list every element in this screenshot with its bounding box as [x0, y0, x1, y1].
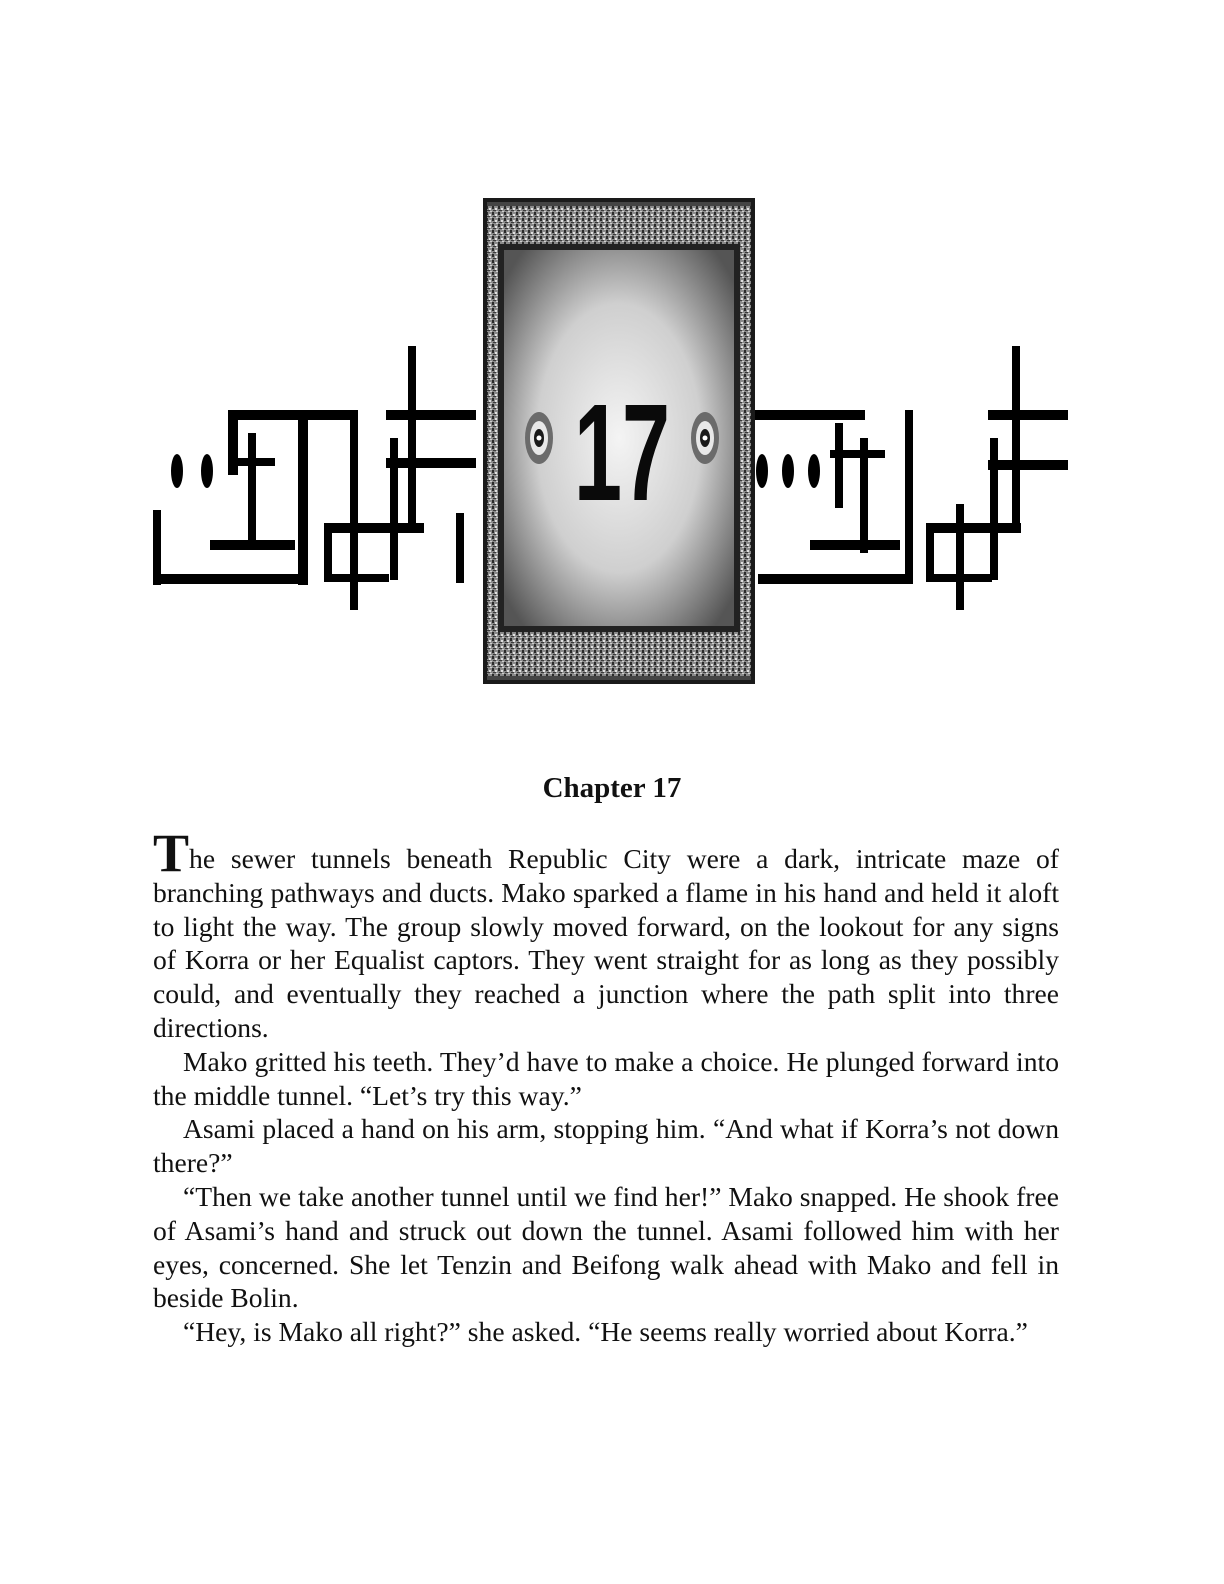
chapter-ornament: [150, 188, 1074, 688]
paragraph-text: he sewer tunnels beneath Republic City were a dark, intricate maze of branching pathways and ducts. Mako sparked a flame in his hand and held it aloft to light the way. The group slowly moved forward, on the lookout for any signs of Korra or her Equalist captors. They went straight for as long as they possibly could, and eventually they reached a junction where the path split into three directions.: [153, 843, 1059, 1043]
paragraph: [153, 823, 1059, 1045]
left-medallion-icon: [525, 412, 553, 464]
right-meander-pattern: [750, 346, 1068, 610]
right-medallion-icon: [691, 412, 719, 464]
chapter-number-badge: 17: [573, 376, 671, 530]
paragraph: “Then we take another tunnel until we find her!” Mako snapped. He shook free of Asami’s hand and struck out down the tunnel. Asami followed him with her eyes, concerned. She let Tenzin and Beifong walk ahead with Mako and fell in beside Bolin.: [153, 1180, 1059, 1314]
paragraph: Mako gritted his teeth. They’d have to make a choice. He plunged forward into the middle tunnel. “Let’s try this way.”: [153, 1045, 1059, 1111]
chapter-body: [153, 823, 1059, 1349]
left-meander-pattern: [153, 346, 476, 610]
paragraph: “Hey, is Mako all right?” she asked. “He seems really worried about Korra.”: [183, 1316, 1028, 1348]
chapter-title: Chapter 17: [542, 772, 682, 804]
number-frame: [483, 198, 755, 684]
drop-cap: T: [153, 823, 190, 883]
paragraph: Asami placed a hand on his arm, stopping him. “And what if Korra’s not down there?”: [153, 1113, 1059, 1179]
